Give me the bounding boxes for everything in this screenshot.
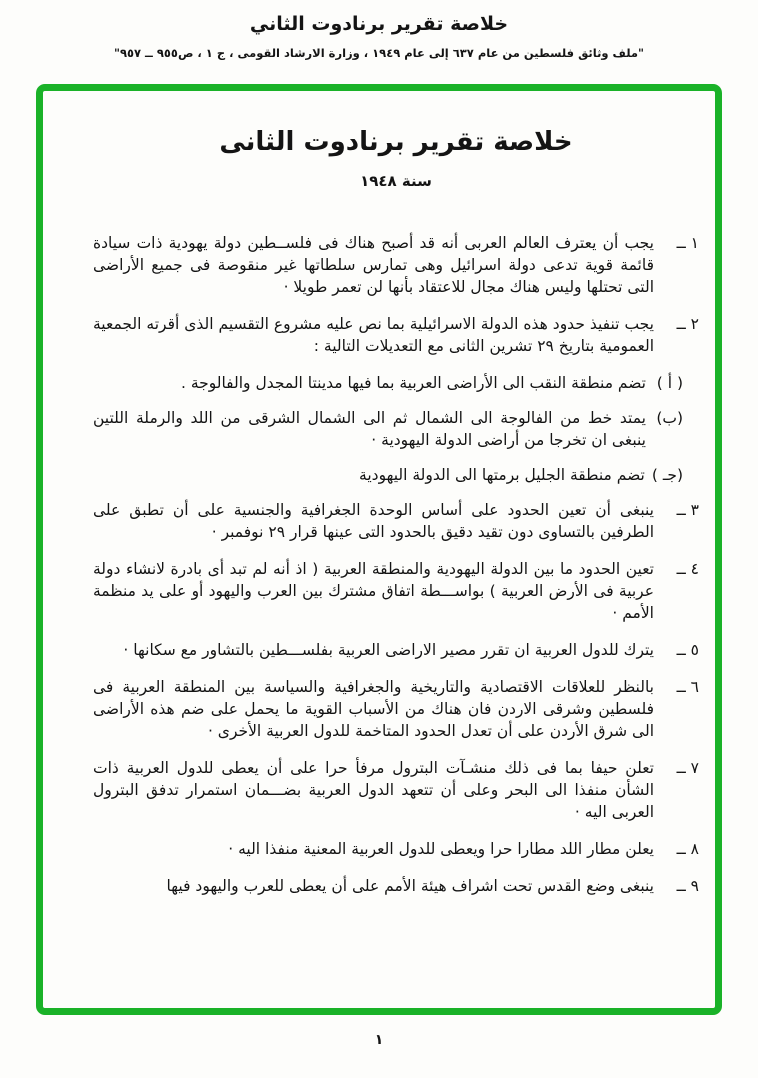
- report-item-2-sub-a: [93, 372, 683, 394]
- item-number: ٣ ــ: [676, 501, 699, 519]
- header-source-citation: "ملف وثائق فلسطين من عام ٦٣٧ إلى عام ١٩٤٩ ، وزارة الارشاد القومى ، ج ١ ، ص٩٥٥ ــ ٩٥٧": [113, 46, 645, 60]
- item-number: ٤ ــ: [676, 560, 699, 578]
- sub-item-text: يمتد خط من الفالوجة الى الشمال ثم الى الشمال الشرقى من اللد والرملة اللتين ينبغى ان تخرجا من أراضى الدولة اليهودية ·: [93, 409, 646, 449]
- item-text: يجب أن يعترف العالم العربى أنه قد أصبح هناك فى فلســطين دولة يهودية ذات سيادة قائمة قوية تدعى دولة اسرائيل وهى تمارس سلطاتها غير منقوصة فى جميع الأراضى التى تحتلها وليس هناك مجال للاعتقاد بأنها لن تعمر طويلا ·: [93, 234, 654, 296]
- report-item-2-sub-j: [93, 464, 683, 486]
- item-text: بالنظر للعلاقات الاقتصادية والتاريخية والجغرافية والسياسة بين المنطقة العربية فى فلسطين وشرقى الاردن فان هناك من الأسباب القوية ما يحمل على ضم هذه الأراضى الى شرق الأردن على أن تعدل الحدود المتاخمة للدول العربية الأخرى ·: [93, 678, 654, 740]
- item-number: ٩ ــ: [676, 877, 699, 895]
- report-item-2: [93, 313, 699, 357]
- item-number: ٦ ــ: [676, 678, 699, 696]
- item-text: يترك للدول العربية ان تقرر مصير الاراضى العربية بفلســـطين بالتشاور مع سكانها ·: [123, 641, 654, 659]
- item-text: يجب تنفيذ حدود هذه الدولة الاسرائيلية بما نص عليه مشروع التقسيم الذى أقرته الجمعية العمومية بتاريخ ٢٩ تشرين الثانى مع التعديلات التالية :: [93, 315, 654, 355]
- report-item-2-sub-b: [93, 407, 683, 451]
- page-frame: [36, 84, 722, 1015]
- report-item-9: [93, 875, 699, 897]
- report-item-4: [93, 558, 699, 624]
- item-text: ينبغى أن تعين الحدود على أساس الوحدة الجغرافية والجنسية على أن تطبق على الطرفين بالتساوى دون تقيد دقيق بالحدود التى عينها قرار ٢٩ نوفمبر ·: [93, 501, 654, 541]
- item-text: تعلن حيفا بما فى ذلك منشـآت البترول مرفأ حرا على أن يعطى للدول العربية ذات الشأن منفذا الى البحر وعلى أن تتعهد الدول العربية بضـــمان استمرار تدفق البترول العربى اليه ·: [93, 759, 654, 821]
- sub-item-text: تضم منطقة الجليل برمتها الى الدولة اليهودية: [359, 466, 645, 484]
- report-item-7: [93, 757, 699, 823]
- report-item-5: [93, 639, 699, 661]
- report-item-6: [93, 676, 699, 742]
- item-number: ٥ ــ: [676, 641, 699, 659]
- item-number: ٢ ــ: [676, 315, 699, 333]
- document-title: خلاصة تقرير برنادوت الثانى: [219, 127, 573, 157]
- item-number: ١ ــ: [676, 234, 699, 252]
- sub-item-letter: (جـ ): [651, 466, 683, 484]
- report-item-1: [93, 232, 699, 298]
- item-text: ينبغى وضع القدس تحت اشراف هيئة الأمم على أن يعطى للعرب واليهود فيها: [166, 877, 654, 895]
- report-item-3: [93, 499, 699, 543]
- item-number: ٧ ــ: [676, 759, 699, 777]
- item-number: ٨ ــ: [676, 840, 699, 858]
- item-text: تعين الحدود ما بين الدولة اليهودية والمنطقة العربية ( اذ أنه لم تبد أى بادرة لانشاء دولة عربية فى الأرض العربية ) بواســـطة اتفاق مشترك بين العرب واليهود أو على يد منظمة الأمم ·: [93, 560, 654, 622]
- document-date: سنة ١٩٤٨: [360, 172, 432, 190]
- report-items: [93, 232, 699, 897]
- sub-item-letter: ( أ ): [656, 374, 683, 392]
- report-item-8: [93, 838, 699, 860]
- item-text: يعلن مطار اللد مطارا حرا ويعطى للدول العربية المعنية منفذا اليه ·: [228, 840, 654, 858]
- header-title: خلاصة تقرير برنادوت الثاني: [249, 13, 509, 35]
- sub-item-letter: (ب): [656, 409, 683, 427]
- page-header: [0, 0, 758, 60]
- sub-item-text: تضم منطقة النقب الى الأراضى العربية بما فيها مدينتا المجدل والفالوجة .: [180, 374, 646, 392]
- page-number: ١: [374, 1032, 384, 1048]
